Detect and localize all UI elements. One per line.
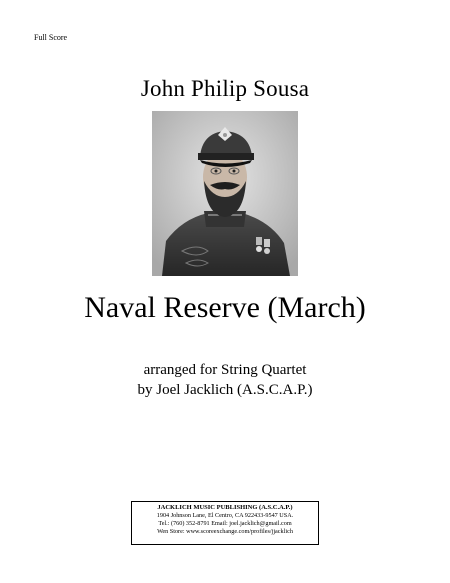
composer-name: John Philip Sousa: [140, 76, 310, 101]
full-score-label: Full Score: [34, 33, 68, 42]
publisher-contact: Tel.: (760) 352-8791 Email: joel.jacklich@gmail.com: [158, 520, 292, 527]
composer-portrait-image: [152, 111, 298, 276]
piece-title: Naval Reserve (March): [84, 291, 366, 324]
publisher-box: [131, 501, 319, 545]
publisher-name: JACKLICH MUSIC PUBLISHING (A.S.C.A.P.): [157, 504, 293, 511]
arranger-line: by Joel Jacklich (A.S.C.A.P.): [137, 382, 313, 398]
publisher-web: Wen Store: www.scoreexchange.com/profiles/jjacklich: [157, 528, 293, 535]
publisher-address: 1904 Johnson Lane, El Centro, CA 922433-9547 USA.: [156, 512, 294, 519]
arrangement-line: arranged for String Quartet: [143, 362, 307, 378]
portrait-photo-icon: [152, 111, 298, 276]
